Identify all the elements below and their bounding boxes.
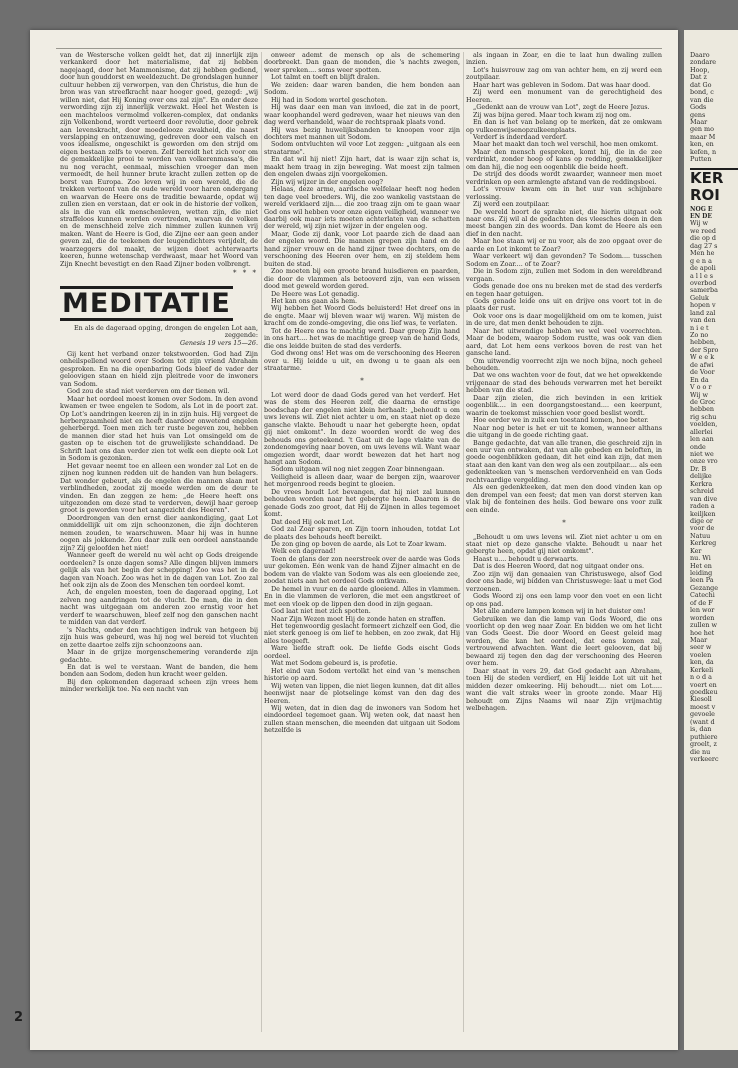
paragraph: Gij kent het verband onzer tekstwoorden. God had Zijn onheilspellend woord over Sodom tot zijn vriend Abraham gesproken. En na die openbaring Gods bleef de vader der geloovigen staan en hield zijn pleitrede voor de inwoners van Sodom. (60, 349, 258, 388)
text-line: allerlei (690, 427, 713, 436)
text-line: de Voor (690, 368, 715, 377)
paragraph: Zijn wij wijzer in der engelen oog? (271, 177, 383, 186)
adjacent-page-column (690, 52, 738, 763)
text-line: kefen, n (690, 147, 717, 156)
paragraph: Maar, Gode zij dank, voor Lot paarde zich de daad aan der engelen woord. Die mannen grepen zijn hand en de hand zijner vrouw en de hand zijner twee dochters, om de verschooning des Heeren over hem, en zij steldem hem buiten de stad. (264, 229, 460, 268)
text-line: puthiere (690, 732, 718, 741)
column-1 (60, 52, 258, 694)
paragraph: Dat is des Heeren Woord, dat nog uitgaat onder ons. (473, 562, 645, 571)
paragraph: Zoo zijn wij dan genaaien van Christuswege, alsof God door ons bade, wij bidden van Christuswege: laat u met God verzoenen. (466, 569, 662, 593)
paragraph: Zoo moeten bij een groote brand huisdieren en paarden, die door de vlammen als betooverd zijn, van een wissen dood met geweld worden gered. (264, 267, 460, 291)
paragraph: Doordrongen van den ernst dier aankondiging, gaat Lot onmiddellijk uit om zijn schoonzonen, die zijn dochteren nemen zouden, te waarschuwen. Maar hij was in hunne oogen als jokkende. Zou daar zulk een oordeel aanstaande zijn? Zij geloofden het niet! (60, 513, 258, 552)
text-line: de apoli (690, 264, 716, 273)
text-line: hebben, (690, 338, 717, 347)
paragraph: De strijd des doods wordt zwaarder, wanneer men moet verdrinken op een armlengte afstand van de reddingsboei. (466, 170, 662, 186)
paragraph: Gods genade leide ons uit en drijve ons voort tot in de plaats der rust. (466, 296, 662, 313)
text-line: delijke (690, 472, 712, 481)
paragraph: Helaas, deze arme, aardsche welfelaar heeft nog heden ten dage veel broeders. Wij, die zoo wankelig vaststaan de wereld verklaerd zijn.... die zoo traag zijn om te gaan waar God ons wil hebben voor onze eigen veiligheid, wanneer we daarbij ook maar iets moeten achterlaten van de schatten der wereld, wij zijn niet wijzer in der engelen oog. (264, 185, 460, 231)
adjacent-heading-line: ROI (690, 185, 720, 204)
paragraph: God dwong ons! Het was om de verschooning des Heeren over u. Hij leidde u uit, en dwong u te gaan als een straatarme. (264, 349, 460, 373)
paragraph: Hij was daar een man van invloed, die zat in de poort, waar koophandel werd gedreven, waar het nieuws van den dag werd verhandeld, waar de rechtspraak plaats vond. (264, 103, 460, 127)
text-line: Het en (690, 561, 712, 570)
text-line: maar M (690, 132, 716, 141)
text-line: ken, da (690, 658, 714, 667)
paragraph: Wij weten van lippen, die niet liegen kunnen, dat dit alles heenwijst naar de plotselinge komst van den dag des Heeren. (264, 681, 460, 705)
text-line: nu. Wi (690, 554, 711, 563)
paragraph: Sodom ontvluchten wil voor Lot zeggen: „uitgaan als een straatarme". (264, 140, 460, 156)
text-line: Kiesoll (690, 695, 712, 704)
adjacent-subheading: EN DE (690, 213, 712, 220)
paragraph: De vrees houdt Lot bevangen, dat hij niet zal kunnen behouden worden naar het gebergte heen. Daarom is de genade Gods zoo groot, dat Hij de Zijnen in alles tegemoet komt. (264, 487, 460, 519)
paragraph: Hoe eerder we in zulk een toestand komen, hoe beter. (473, 416, 649, 425)
paragraph: Het eind van Sodom vertolkt het eind van 's menschen historie op aard. (264, 666, 460, 683)
text-line: der Spro (690, 345, 719, 354)
text-line: Dr. B (690, 464, 707, 473)
paragraph: Ook voor ons is daar mogelijkheid om om te komen, juist in de ure, dat men denkt behouden te zijn. (466, 311, 662, 328)
column-3 (466, 52, 662, 712)
text-line: voert en (690, 680, 717, 689)
intro-paragraph: van de Westersche volken geldt het, dat zij innerlijk zijn verkankerd door het materialisme, dat zij hebben nagejaagd, door het Mammonisme, dat zij hebben gediend, door hun gouddorst en weeldezucht. De grondslagen hunner cultuur hebben zij verworpen, van den Christus, die hun de bron was van streefkracht naar hooger goed, gezegd: „wij willen niet, dat Hij Koning over ons zal zijn". En onder deze verwording zijn zij innerlijk verzwakt. Heel het Westen is een machteloos vermolmd volkeren-complex, dat ondanks zijn Volkenbond, wordt verteerd door revolutie, door gebrek aan levenskracht, door moedelooze zwakheid, die naast verslapping en ontzenuwing, gedreven door een valsch en voos idealisme, ongeschikt is geworden om den strijd om eigen bestaan zelfs te voeren. Zelf bereidt het zich voor om de gemakkelijke prooi te worden van volkerenmassa's, die nu nog veracht, eenmaal, misschien vroeger dan men vermoedt, de heil hunner brute kracht zullen zetten op de borst van Europa. Zoo leven wij in een wereld, die de trekken vertoont van de oude wereld voor haren ondergang en waarvan de Heere ons de traditie bewaarde, opdat wij zullen zien en verstaan, dat er ook in de historie der volken, als in die van elk menschenleven, wetten zijn, die niet straffeloos kunnen worden overtreden, waarvan de volken en de menschheid zelve zich nimmer zullen kunnen vrij maken. Want de Heere is God, die Zijne eer aan geen ander geven zal, die de teekenen der leugendichters verijdelt, de waarzeggers dol maakt, de wijzen doet achterwaarts keeren, hunne wetenschap verdwaast, maar het Woord van Zijn Knecht bevestigt en den Raad Zijner boden volbrengt. (60, 51, 258, 268)
paragraph: Dat we ons wachten voor de fout, dat we het opwekkende vrijgenaar de stad des behouds verwarren met het bereikt hebben van die stad. (466, 371, 662, 395)
paragraph: Haast u.... behoudt u derwaarts. (473, 554, 579, 563)
paragraph: Naar het uitwendige hebben we wel veel voorrechten. Maar de bodem, waarop Sodom rustte, was ook van dien aard, dat Lot hem eens verkoos boven de rest van het gansche land. (466, 326, 662, 358)
text-line: Catechi (690, 591, 715, 600)
text-line: dige or (690, 516, 713, 525)
text-line: goedkeu (690, 688, 718, 696)
paragraph: En dan is het van belang op te merken, dat ze omkwam op vulkeenwijsenopzulkeenplaats. (466, 118, 662, 134)
text-line: die op d (690, 234, 717, 243)
paragraph: „Behoudt u om uws levens wil. Ziet niet achter u om en staat niet op deze gansche vlakte. Behoudt u naar het gebergte heen, opdat gij niet omkomt". (466, 532, 662, 556)
text-line: n i e t (690, 323, 709, 332)
paragraph: De hemel in vuur en de aarde gloeiend. Alles in vlammen. En in die vlammen de verloren, die met een angstkreet of met een vloek op de lippen den dood in zijn gegaan. (264, 584, 460, 608)
text-line: Wij w (690, 219, 708, 228)
scripture-quote: En als de dageraad opging, drongen de engelen Lot aan, zeggende: (73, 323, 258, 340)
newspaper-page (30, 30, 678, 1050)
paragraph: Haar hart was gebleven in Sodom. Dat was haar dood. (473, 80, 651, 89)
paragraph: Lot's vrouw kwam om in het uur van schijnbare verlossing. (466, 185, 662, 201)
text-line: die nu (690, 747, 711, 756)
text-line: gen mo (690, 125, 714, 134)
text-line: ken, en (690, 140, 714, 149)
paragraph: Bij den opkomenden dageraad scheen zijn vrees hem minder werkelijk toe. Na een nacht van (60, 677, 258, 694)
paragraph: Gods genade doe ons nu breken met de stad des verderfs en tegen haar getuigen. (466, 282, 662, 298)
paragraph: En dat wil hij niet! Zijn hart, dat is waar zijn schat is, maakt hem traag in zijn beweging. Wat moest zijn talmen den engelen dwaas zijn voorgekomen. (264, 155, 460, 179)
text-line: of de F (690, 598, 713, 607)
text-line: voelen (690, 650, 712, 659)
top-rule (56, 48, 662, 49)
paragraph: Gods Woord zij ons een lamp voor den voet en een licht op ons pad. (466, 592, 662, 608)
text-line: worden (690, 613, 715, 622)
text-line: raden a (690, 502, 715, 511)
column-divider (463, 52, 464, 1032)
text-line: Men he (690, 249, 715, 258)
text-line: de afwi (690, 360, 714, 369)
paragraph: God zal Zoar sparen, en Zijn toorn inhouden, totdat Lot de plaats des behouds heeft bereikt. (264, 525, 460, 541)
text-line: Maar (690, 117, 708, 126)
text-line: (want d (690, 717, 715, 726)
text-line: onde (690, 442, 706, 451)
text-line: moest v (690, 702, 716, 711)
text-line: schreid (690, 487, 714, 496)
paragraph: Om uitwendig voorrecht zijn we noch bijna, noch geheel behouden. (466, 356, 662, 373)
text-line: Geluk (690, 293, 709, 302)
paragraph: „Gedenkt aan de vrouw van Lot", zegt de Heere Jezus. (473, 103, 650, 112)
text-line: W e e k (690, 353, 715, 362)
adjacent-heading (690, 168, 738, 204)
text-line: zondare (690, 58, 717, 67)
paragraph: Toen de glans der zon neerstreek over de aarde was Gods uur gekomen. Eén wenk van de hand Zijner almacht en de bodem van de vlakte van Sodom was als een gloeiende zee, zoodat niets aan het oordeel Gods ontkwam. (264, 554, 460, 586)
paragraph: We zeiden: daar waren banden, die hem bonden aan Sodom. (264, 80, 460, 97)
paragraph: De Heere was Lot genadig. (271, 289, 360, 298)
text-line: Dat z (690, 73, 707, 82)
paragraph: Daar staat in vers 29, dat God gedacht aan Abraham, toen Hij de steden verdierf, en Hij leidde Lot uit uit het midden dezer omkeering. Hij behoudt.... niet om Lot..... want die valt straks weer in groote zonde. Maar Hij behoudt om Zijns Naams wil naar Zijn vrijmachtig welbehagen. (466, 666, 662, 712)
text-line: voor de (690, 524, 715, 533)
adjacent-heading-line: KER (690, 168, 724, 187)
paragraph: Veiligheid is alleen daar, waar de bergen zijn, waarover het morgenrood reeds begint te gloeien. (264, 472, 460, 489)
paragraph: God zou de stad niet verderven om der tienen wil. (67, 387, 230, 396)
paragraph: En dat is wel te verstaan. Want de banden, die hem bonden aan Sodom, deden hun kracht weer gelden. (60, 662, 258, 679)
text-line: Wij w (690, 390, 708, 399)
text-line: overbod (690, 278, 717, 287)
text-line: onze vro (690, 457, 718, 466)
paragraph: Maar het maakt dan toch wel verschil, hoe men omkomt. (473, 140, 659, 149)
paragraph: Maar hoe staan wij er nu voor, als de zoo opgaat over de aarde en Lot inkomt te Zoar? (466, 237, 662, 253)
paragraph: Lot's huisvrouw zag om van achter hem, en zij werd een zoutpilaar. (466, 65, 662, 82)
paragraph: onweer ademt de mensch op als de schemering doorbreekt. Dan gaan de monden, die 's nachts zwegen, weer spreken.... soms weer spotten. (264, 51, 460, 74)
section-dingbat: * * * (233, 269, 258, 278)
paragraph: Dat deed Hij ook met Lot. (271, 517, 355, 526)
text-line: we reed (690, 226, 716, 235)
column-3-body-b (466, 534, 662, 713)
text-line: dag 27 s (690, 241, 718, 250)
adjacent-page-fragment (684, 30, 738, 1050)
paragraph: Bange gedachte, dat van alle tranen, die geschreid zijn in een uur van ontwaken, dat van alle gebeden en beloften, in goede oogenblikken gedaan, dit het eind kan zijn, dat men staat aan den kant van den weg als een zoutpilaar.... als een gedenkteeken van 's menschen verdorvenheid en van Gods rechtvaardige vergelding. (466, 438, 662, 484)
paragraph: Verderf is inderdaad verderf. (473, 132, 568, 141)
text-line: Gods (690, 103, 707, 112)
section-separator: * (360, 377, 364, 386)
paragraph: Als een gedenkteeken, dat men den dood vinden kan op den drempel van een feest; dat men van dorst sterven kan vlak bij de fonteinen des heils. God beware ons voor zulk een einde. (466, 483, 662, 514)
paragraph: Wat met Sodom gebeurd is, is profetie. (271, 659, 398, 668)
text-line: Putten (690, 155, 712, 164)
text-line: Natuu (690, 531, 711, 540)
text-line: V o o r (690, 383, 712, 392)
text-line: zullen w (690, 621, 717, 630)
paragraph: Gebruiken we dan die lamp van Gods Woord, die ons voorlicht op den weg naar Zoar. En bidden we om het licht van Gods Geest. Die door Woord en Geest geleid mag worden, die kan het oordeel, dat eens komen zal, vertrouwend afwachten. Want die leert gelooven, dat bij bewaard zij tegen den dag der verschooning des Heeren over hem. (466, 614, 662, 668)
paragraph: Het gevaar neemt toe en alleen een wonder zal Lot en de zijnen nog kunnen redden uit de handen van hun belagers. Dat wonder gebeurt, als de engelen die mannen slaan met verblindheden, zoodat zij moede werden om de deur te vinden. En dan zeggen ze hem: „de Heere heeft ons uitgezonden om deze stad te verderven, dewijl haar geroep groot is geworden voor het aangezicht des Heeren". (60, 461, 258, 515)
text-line: En da (690, 375, 709, 384)
text-line: gens (690, 110, 706, 119)
text-line: leen Pa (690, 576, 714, 585)
text-line: seer w (690, 643, 712, 652)
paragraph: 's Nachts, onder den machtigen indruk van hetgeen bij zijn huis was gebeurd, was hij nog wel bereid tot vluchten en zette daartoe zelfs zijn schoonzoons aan. (60, 625, 258, 649)
text-line: van den (690, 316, 716, 325)
text-line: land zal (690, 308, 716, 317)
text-line: Ker (690, 546, 702, 555)
paragraph: Zij werd een zoutpilaar. (473, 200, 550, 209)
paragraph: Ach, de engelen moesten, toen de dageraad opging, Lot zelven nog aandringen tot de vlucht. De man, die in den nacht was uitgegaan om anderen zoo ernstig voor het verderf te waarschuwen, bleef zelf nog den ganschen nacht te midden van dat verderf. (60, 588, 258, 627)
paragraph: Zij was bijna gered. Maar toch kwam zij nog om. (473, 110, 632, 119)
paragraph: Wij hebben het Woord Gods beluisterd! Het dreef ons in de engte. Maar wij bleven waar wij waren. Wij misten de kracht om de zonde-omgeving, die ons lief was, te verlaten. (264, 304, 460, 328)
text-line: bond, c (690, 88, 714, 97)
meditatie-body (60, 351, 258, 694)
page-number: 2 (14, 1010, 24, 1025)
text-line: niet we (690, 450, 714, 458)
column-2-body-a (264, 52, 460, 372)
paragraph: Maar in de grijze morgenschemering veranderde zijn gedachte. (60, 648, 258, 664)
scripture-reference (60, 325, 258, 347)
paragraph: Het kan ons gaan als hem. (271, 296, 358, 305)
paragraph: Met alle andere lampen komen wij in het duister om! (473, 607, 646, 616)
paragraph: Hij was bezig huwelijksbanden te knoopen voor zijn dochters met mannen uit Sodom. (264, 125, 460, 141)
text-line: Daaro (690, 51, 710, 59)
text-line: hopen v (690, 301, 716, 310)
paragraph: Zij werd een monument van de gerechtigheid des Heeren. (466, 88, 662, 104)
text-line: Kerkeli (690, 665, 714, 674)
text-line: hebben (690, 405, 714, 414)
text-line: van dive (690, 494, 718, 503)
text-line: dat Go (690, 80, 712, 89)
meditatie-heading: MEDITATIE (62, 287, 231, 319)
text-line: Zo no (690, 331, 709, 339)
text-line: Maar (690, 635, 708, 644)
text-line: len wor (690, 606, 715, 615)
paragraph: Het tegenwoordig geslacht formeert zichzelf een God, die niet sterk genoeg is om lief te hebben, en zoo zwak, dat Hij alles toegeeft. (264, 621, 460, 645)
paragraph: Naar Zijn Wezen moet Hij de zonde haten en straffen. (271, 614, 446, 623)
paragraph: Welk een dageraad! (271, 547, 336, 556)
paragraph: Daar zijn zielen, die zich bevinden in een kritiek oogenblik.... in een doorgangstoestand.... een keerpunt, waarin de toekomst misschien voor goed beslist wordt. (466, 393, 662, 417)
text-line: keiljken (690, 509, 716, 518)
text-line: g e n a (690, 256, 712, 265)
column-2 (264, 52, 460, 735)
text-line: hoe het (690, 628, 715, 637)
paragraph: De zon ging op boven de aarde, als Lot te Zoar kwam. (271, 540, 447, 548)
column-2-body-b (264, 392, 460, 735)
paragraph: Tot de Heere ons te machtig werd. Daar greep Zijn hand in ons hart.... het was de machtige greep van de hand Gods, die ons leidde buiten de stad des verderfs. (264, 326, 460, 350)
adjacent-lines-top (690, 52, 738, 164)
paragraph: Ware liefde straft ook. De liefde Gods eischt Gods oordeel. (264, 644, 460, 660)
paragraph: God laat niet met zich spotten. (271, 607, 371, 616)
paragraph: Lot werd door de daad Gods gered van het verderf. Het was de stem des Heeren zelf, die daarna de ernstige boodschap der engelen niet klein herhaalt: „behoudt u om uws levens wil. Ziet niet achter u om, en staat niet op deze gansche vlakte. Behoudt u naar het gebergte heen, opdat gij niet omkomt". In deze woorden wordt de weg des behouds ons geteekend. 't Gaat uit de lage vlakte van de zondenomgeving naar boven, om uws levens wil. Want waar omgezien wordt, daar wordt bewezen dat het hart nog hangt aan Sodom. (264, 390, 460, 467)
section-separator: * (562, 519, 566, 528)
paragraph: Wanneer geeft de wereld nu wèl acht op Gods dreigende oordeelen? Is onze dagen soms? Alle dingen blijven immers gelijk als van het begin der schepping! Zoo was het in de dagen van Noach. Zoo was het in de dagen van Lot. Zoo zal het ook zijn als de Zoon des Menschen ten oordeel komt. (60, 551, 258, 589)
text-line: is, dan (690, 725, 712, 734)
paragraph: Waar verkeert wij dan gevonden? Te Sodom.... tusschen Sodom en Zoar.... of te Zoar? (466, 252, 662, 268)
paragraph: De wereld hoort de sprake niet, die hierin uitgaat ook naar ons. Zij wil al de gedachten des vleesches doen in den meest bangen zin des woords. Dan komt de Heere als een dief in den nacht. (466, 207, 662, 238)
paragraph: Sodom uitgaan wil nog niet zeggen Zoar binnengaan. (271, 465, 445, 474)
text-line: Kerkreg (690, 539, 717, 548)
paragraph: Hij had in Sodom wortel geschoten. (271, 95, 388, 104)
paragraph: Wij weten, dat in dien dag de inwoners van Sodom het eindoordeel tegemoet gaan. Wij weten ook, dat naast hen zullen staan menschen, die meenden dat uitgaan uit Sodom hetzelfde is (264, 703, 460, 735)
text-line: Gezange (690, 583, 719, 592)
paragraph: Lot talmt en toeft en blijft dralen. (271, 73, 380, 82)
text-line: van die (690, 95, 714, 104)
text-line: rig schu (690, 412, 717, 421)
text-line: de Groc (690, 397, 716, 406)
text-line: n o d a (690, 673, 712, 682)
text-line: samerba (690, 286, 718, 295)
text-line: groelt, z (690, 740, 717, 749)
adjacent-lines-bottom (690, 220, 738, 763)
paragraph: Die in Sodom zijn, zullen met Sodom in den wereldbrand vergaan. (466, 267, 662, 283)
paragraph: als ingaan in Zoar, en die te laat hun dwaling zullen inzien. (466, 51, 662, 67)
text-line: verkeerc (690, 754, 719, 763)
text-line: Kerkra (690, 479, 713, 488)
text-line: leiding (690, 569, 713, 577)
text-line: a l l e s (690, 271, 714, 280)
text-line: len aan (690, 435, 714, 444)
adjacent-subheading: NOG E (690, 205, 713, 213)
column-divider (261, 52, 262, 1032)
paragraph: Maar den mensch gesproken, komt hij, die in de zee verdrinkt, zonder hoop of kans op redding, gemakkelijker om dan hij, die nog een oogenblik die beide heeft. (466, 147, 662, 171)
text-line: Hoop, (690, 65, 710, 74)
text-line: voelden, (690, 420, 718, 429)
column-3-body-a (466, 52, 662, 514)
paragraph: Maar het oordeel moest komen over Sodom. In den avond kwamen er twee engelen te Sodom, als Lot in de poort zat. Op Lot's aandringen keeren zij in in zijn huis. Hij vergeet de herbergzaamheid niet en heeft daardoor onwetend engelen geherbergd. Toen men zich ter ruste begeven zou, hebben de mannen dier stad het huis van Lot omsingeld om de gasten op te eischen tot de gruwelijkste schanddaad. De Schrift laat ons dan verder zien tot welk een diepte ook Lot in Sodom is gezonken. (60, 394, 258, 463)
scripture-citation: Genesis 19 vers 15—26. (179, 338, 258, 347)
text-line: gevoele (690, 710, 715, 719)
paragraph: Naar nog beter is het er uit te komen, wanneer althans die uitgang in de goede richting gaat. (466, 423, 662, 440)
